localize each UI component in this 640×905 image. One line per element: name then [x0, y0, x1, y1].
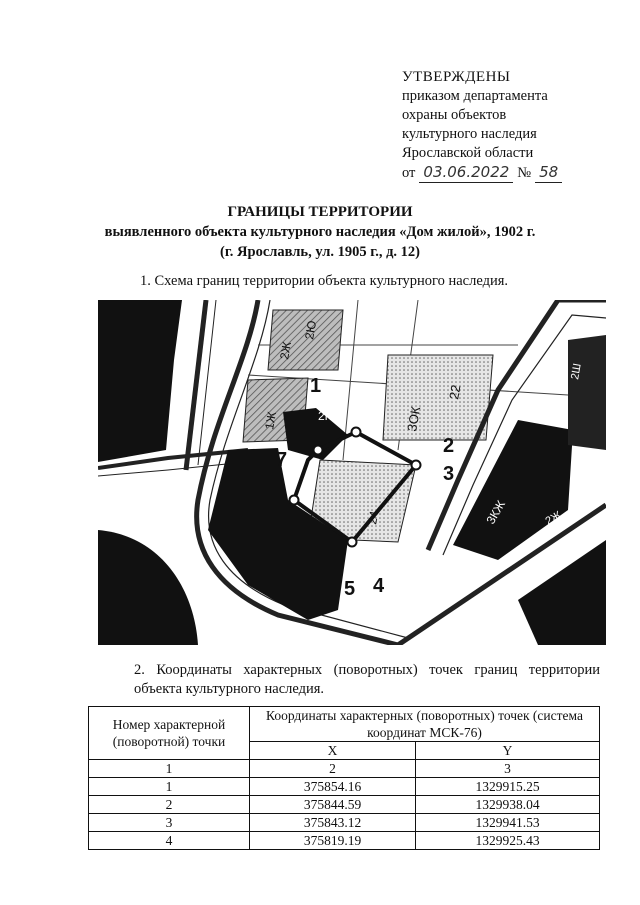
map-building-label: 3КЖ [483, 498, 508, 527]
boundary-point-6 [290, 496, 299, 505]
map-building-label: 2Ж [277, 340, 295, 361]
map-building-label: 3ОК [404, 405, 424, 433]
approval-heading: УТВЕРЖДЕНЫ [402, 69, 511, 85]
boundary-map [98, 300, 606, 645]
map-svg [98, 300, 606, 645]
coordinates-table [88, 706, 600, 850]
map-point-label: 2 [443, 435, 455, 457]
approval-line-4: Ярославской области [402, 145, 534, 161]
map-building-label: 2Ж [543, 509, 564, 528]
section-2-text [88, 661, 600, 699]
header-point-number: Номер характерной (поворотной) точки [89, 707, 250, 760]
map-point-label: 4 [373, 575, 385, 597]
number-prefix: № [517, 165, 532, 181]
table-cell: 375819.19 [250, 832, 416, 850]
section-2-paragraph: 2. Координаты характерных (поворотных) точек границ территории объекта культурного наследия. [134, 662, 600, 697]
table-cell: 2 [89, 796, 250, 814]
map-building-label: 2Ш [569, 362, 584, 381]
table-cell: 375844.59 [250, 796, 416, 814]
title-line-3: (г. Ярославль, ул. 1905 г., д. 12) [220, 244, 420, 260]
table-cell: 1329925.43 [416, 832, 600, 850]
table-cell: 1 [89, 760, 250, 778]
table-row [89, 832, 600, 850]
approval-line-2: охраны объектов [402, 107, 507, 123]
map-building-label: 2Ю [302, 319, 320, 341]
table-cell: 3 [89, 814, 250, 832]
building-2sh [568, 335, 606, 450]
handwritten-number: 58 [535, 163, 562, 183]
table-header-row [89, 707, 600, 742]
map-point-label: 7 [276, 449, 288, 471]
table-cell: 1329938.04 [416, 796, 600, 814]
header-coordinates: Координаты характерных (поворотных) точек (система координат МСК-76) [250, 707, 600, 742]
table-cell: 1329915.25 [416, 778, 600, 796]
approval-date-line [402, 163, 562, 183]
date-prefix: от [402, 165, 416, 181]
boundary-point-7 [314, 446, 323, 455]
table-row [89, 796, 600, 814]
title-line-1: ГРАНИЦЫ ТЕРРИТОРИИ [227, 204, 413, 220]
header-x: X [250, 742, 416, 760]
map-building-label: 1Ж [262, 410, 280, 431]
map-point-label: 5 [344, 578, 356, 600]
table-row [89, 814, 600, 832]
table-cell: 375854.16 [250, 778, 416, 796]
approval-block [402, 68, 562, 183]
map-building-label: 2КЖ [318, 409, 343, 423]
table-row [89, 778, 600, 796]
table-cell: 375843.12 [250, 814, 416, 832]
approval-line-1: приказом департамента [402, 88, 548, 104]
boundary-point-1 [352, 428, 361, 437]
boundary-point-2 [412, 461, 421, 470]
document-title [0, 202, 640, 262]
section-1-heading: 1. Схема границ территории объекта культурного наследия. [140, 273, 509, 289]
table-cell: 1329941.53 [416, 814, 600, 832]
title-line-2: выявленного объекта культурного наследия «Дом жилой», 1902 г. [104, 224, 536, 240]
table-cell: 1 [89, 778, 250, 796]
map-building-label: 24 [365, 509, 382, 526]
table-cell: 3 [416, 760, 600, 778]
approval-line-3: культурного наследия [402, 126, 537, 142]
map-point-label: 3 [443, 463, 455, 485]
handwritten-date: 03.06.2022 [419, 163, 513, 183]
building-3ok-22 [383, 355, 493, 440]
table-cell: 2 [250, 760, 416, 778]
map-point-label: 1 [310, 375, 322, 397]
table-index-row [89, 760, 600, 778]
map-building-label: 22 [446, 383, 464, 401]
boundary-point-5 [348, 538, 357, 547]
building-2yu [268, 310, 343, 370]
header-y: Y [416, 742, 600, 760]
table-cell: 4 [89, 832, 250, 850]
